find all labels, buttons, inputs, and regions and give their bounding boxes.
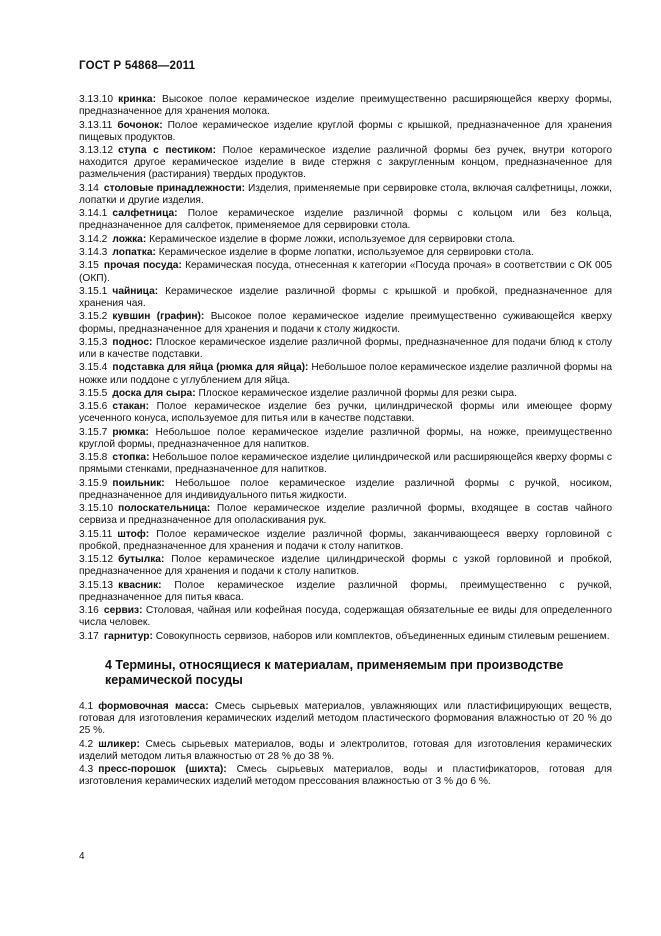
clause-number: 3.13.11 — [79, 119, 113, 131]
term-description: Керамическое изделие различной формы с крышкой и пробкой, предназначенное для хранения чая. — [79, 285, 612, 309]
clause-number: 3.15.12 — [79, 554, 113, 566]
clause-number: 3.15.6 — [79, 401, 108, 413]
term-name: гарнитур: — [103, 630, 153, 642]
term-description: Полое керамическое изделие различной формы без ручек, внутри которого находится другое керамическое изделие в виде стержня с закругленным концом, предназначенное для размельчения (растирания) твердых продуктов. — [79, 145, 612, 181]
term-name: пресс-порошок (шихта): — [98, 764, 227, 775]
term-definition — [79, 260, 612, 284]
clause-number: 3.15.1 — [79, 285, 108, 297]
term-description: Высокое полое керамическое изделие преимущественно расширяющейся кверху формы, предназначенное для хранения молока. — [79, 94, 612, 118]
term-description: Небольшое полое керамическое изделие различной формы с ручкой, носиком, предназначенное для индивидуального питья жидкости. — [79, 477, 612, 501]
clause-number: 4.2 — [79, 738, 94, 750]
term-name: бутылка: — [118, 554, 165, 566]
term-definition — [79, 234, 612, 246]
clause-number: 3.14.3 — [79, 247, 108, 258]
term-definition — [79, 401, 612, 425]
clause-number: 3.13.10 — [79, 94, 113, 105]
term-definition — [79, 337, 612, 361]
term-name: квасник: — [118, 579, 162, 591]
term-definition — [79, 478, 612, 502]
term-definition — [79, 247, 612, 259]
term-definition — [79, 701, 612, 737]
document-header: ГОСТ Р 54868—2011 — [79, 60, 196, 72]
clause-number: 3.14.2 — [79, 233, 108, 245]
clause-number: 3.15.9 — [79, 477, 108, 489]
document-body — [79, 94, 612, 790]
term-description: Смесь сырьевых материалов, воды и электролитов, готовая для изготовления керамических изделий методом литья влажностью от 28 % до 38 %. — [79, 738, 612, 762]
clause-number: 3.14 — [79, 182, 99, 194]
term-definition — [79, 388, 612, 400]
term-name: стопка: — [112, 452, 150, 464]
term-description: Столовая, чайная или кофейная посуда, содержащая обязательные ее виды для определенного числа человек. — [79, 605, 612, 629]
term-name: прочая посуда: — [103, 260, 182, 272]
term-description: Высокое полое керамическое изделие преимущественно суживающейся кверху формы, предназначенное для хранения и подачи к столу жидкости. — [79, 311, 612, 335]
term-definition — [79, 529, 612, 553]
term-name: полоскательница: — [118, 503, 211, 515]
term-description: Полое керамическое изделие без ручки, цилиндрической формы или имеющее форму усеченного конуса, используемое для питья или в качестве подставки. — [79, 401, 612, 425]
term-description: Полое керамическое изделие цилиндрической формы с узкой горловиной и пробкой, предназначенное для хранения и подачи к столу напитков. — [79, 554, 612, 578]
term-name: формовочная масса: — [98, 700, 209, 712]
clause-number: 3.15.11 — [79, 528, 113, 540]
term-name: кринка: — [118, 94, 156, 105]
clause-number: 3.15.8 — [79, 452, 108, 464]
term-definition — [79, 362, 612, 386]
term-name: доска для сыра: — [112, 387, 196, 399]
term-description: Полое керамическое изделие круглой формы с крышкой, предназначенное для хранения пищевых продуктов. — [79, 119, 612, 143]
page-number: 4 — [79, 851, 85, 862]
term-description: Полое керамическое изделие различной формы с кольцом или без кольца, предназначенное для салфеток, применяемое для сервировки стола. — [79, 208, 612, 232]
clause-number: 3.15 — [79, 260, 99, 272]
term-name: поильник: — [112, 477, 165, 489]
term-name: лопатка: — [112, 247, 156, 258]
section-4-heading: 4 Термины, относящиеся к материалам, применяемым при производстве керамической посуды — [105, 657, 564, 687]
term-definition — [79, 452, 612, 476]
clause-number: 3.13.12 — [79, 145, 113, 156]
term-definition — [79, 739, 612, 763]
clause-number: 3.15.3 — [79, 336, 108, 348]
clause-number: 3.15.5 — [79, 387, 108, 399]
term-definition — [79, 120, 612, 144]
term-name: чайница: — [112, 285, 159, 297]
clause-number: 3.15.2 — [79, 311, 108, 323]
term-description: Плоское керамическое изделие различной формы, предназначенное для подачи блюд к столу или в качестве подставки. — [79, 336, 612, 360]
term-description: Керамическая посуда, отнесенная к категории «Посуда прочая» в соответствии с ОК 005 (ОКП). — [79, 260, 612, 284]
clause-number: 4.1 — [79, 700, 94, 712]
term-name: кувшин (графин): — [112, 311, 205, 323]
term-definition — [79, 605, 612, 629]
term-name: штоф: — [117, 528, 150, 540]
clause-number: 4.3 — [79, 764, 94, 775]
term-name: ложка: — [112, 233, 147, 245]
term-name: шликер: — [98, 738, 140, 750]
clause-number: 3.17 — [79, 630, 99, 642]
term-description: Полое керамическое изделие различной формы, заканчивающееся вверху горловиной с пробкой, предназначенное для хранения и подачи к столу напитков. — [79, 528, 612, 552]
clause-number: 3.15.7 — [79, 426, 108, 438]
term-description: Полое керамическое изделие различной формы, входящее в состав чайного сервиза и предназначенное для ополаскивания рук. — [79, 503, 612, 527]
term-description: Изделия, применяемые при сервировке стола, включая салфетницы, ложки, лопатки и другие изделия. — [79, 182, 613, 206]
terms-section-4 — [79, 701, 612, 788]
terms-section-3 — [79, 94, 612, 643]
term-definition — [79, 503, 612, 527]
term-description: Небольшое полое керамическое изделие цилиндрической или расширяющейся кверху формы с прямыми стенками, предназначенное для напитков. — [79, 452, 612, 476]
term-definition — [79, 427, 612, 451]
term-description: Керамическое изделие в форме лопатки, используемое для сервировки стола. — [158, 247, 534, 258]
term-description: Керамическое изделие в форме ложки, используемое для сервировки стола. — [149, 233, 516, 245]
clause-number: 3.14.1 — [79, 208, 108, 220]
term-description: Плоское керамическое изделие различной формы для резки сыра. — [198, 387, 517, 399]
term-definition — [79, 580, 612, 604]
term-definition — [79, 145, 612, 181]
term-definition — [79, 183, 612, 207]
term-definition — [79, 286, 612, 310]
term-definition — [79, 208, 612, 232]
clause-number: 3.15.13 — [79, 579, 113, 591]
term-name: подставка для яйца (рюмка для яйца): — [112, 362, 309, 374]
term-definition — [79, 94, 612, 118]
term-name: стакан: — [112, 401, 150, 413]
term-name: ступа с пестиком: — [118, 145, 216, 156]
term-description: Совокупность сервизов, наборов или комплектов, объединенных единым стилевым решением. — [155, 630, 610, 642]
clause-number: 3.15.4 — [79, 362, 108, 374]
term-definition — [79, 631, 612, 643]
term-name: столовые принадлежности: — [103, 182, 246, 194]
term-description: Смесь сырьевых материалов, воды и пластификаторов, готовая для изготовления керамических изделий методом прессования влажностью от 3 % до 6 %. — [79, 764, 612, 788]
term-description: Небольшое полое керамическое изделие различной формы, на ножке, преимущественно круглой формы, предназначенное для напитков. — [79, 426, 612, 450]
term-description: Смесь сырьевых материалов, увлажняющих или пластифицирующих веществ, готовая для изготовления керамических изделий методом пластического формования влажностью от 20 % до 25 %. — [79, 700, 612, 737]
term-name: поднос: — [112, 336, 153, 348]
term-description: Полое керамическое изделие различной формы, преимущественно с ручкой, предназначенное для питья кваса. — [79, 579, 612, 603]
term-name: салфетница: — [112, 208, 178, 220]
term-name: сервиз: — [103, 605, 143, 617]
clause-number: 3.16 — [79, 605, 99, 617]
term-definition — [79, 554, 612, 578]
clause-number: 3.15.10 — [79, 503, 113, 515]
term-definition — [79, 764, 612, 788]
term-name: рюмка: — [112, 426, 149, 438]
term-name: бочонок: — [117, 119, 163, 131]
term-description: Небольшое полое керамическое изделие различной формы на ножке или поддоне с углублением для яйца. — [79, 362, 612, 386]
term-definition — [79, 311, 612, 335]
